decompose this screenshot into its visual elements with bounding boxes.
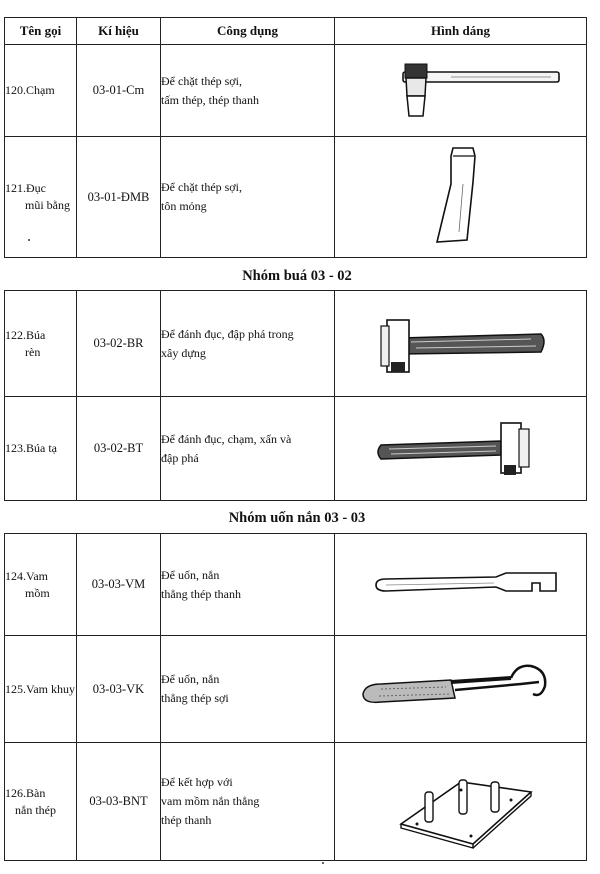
tool-table-chisels bbox=[4, 17, 587, 258]
tool-shape bbox=[335, 397, 587, 501]
tool-use bbox=[161, 397, 335, 501]
tool-name-line: 122.Búa bbox=[5, 327, 46, 342]
tool-name bbox=[5, 45, 77, 137]
tool-shape bbox=[335, 636, 587, 743]
group-title-hammer: Nhóm buá 03 - 02 bbox=[242, 268, 352, 284]
header-name: Tên gọi bbox=[5, 18, 77, 45]
tool-name-line: 126.Bàn bbox=[5, 785, 46, 800]
tool-use-line: vam mồm nắn thẳng bbox=[161, 794, 260, 808]
tool-use-line: Để kết hợp với bbox=[161, 775, 233, 789]
tool-name bbox=[5, 743, 77, 861]
tool-use-line: xây dựng bbox=[161, 345, 206, 360]
tool-use-line: Để uốn, nắn bbox=[161, 672, 220, 686]
scan-speck bbox=[28, 239, 30, 241]
tool-use bbox=[161, 743, 335, 861]
tool-shape bbox=[335, 743, 587, 861]
tool-name bbox=[5, 534, 77, 636]
tool-use-line: Để đánh đục, đập phá trong bbox=[161, 326, 294, 341]
table-row bbox=[5, 291, 587, 397]
tool-name-line: 121.Đục bbox=[5, 181, 46, 195]
forging-hammer-icon bbox=[361, 304, 561, 384]
tool-code: 03-01-Cm bbox=[77, 45, 161, 137]
tool-table-bending bbox=[4, 533, 587, 861]
tool-name-line: 123.Búa tạ bbox=[5, 441, 57, 455]
table-row bbox=[5, 743, 587, 861]
tool-shape bbox=[335, 291, 587, 397]
tool-code: 03-01-ĐMB bbox=[77, 137, 161, 258]
tool-name-line: 124.Vam bbox=[5, 568, 48, 583]
tool-name-line: nắn thép bbox=[15, 802, 56, 817]
tool-shape bbox=[335, 45, 587, 137]
tool-name bbox=[5, 137, 77, 258]
tool-code: 03-02-BR bbox=[77, 291, 161, 397]
header-code: Kí hiệu bbox=[77, 18, 161, 45]
tool-table-hammers bbox=[4, 290, 587, 501]
tool-name bbox=[5, 291, 77, 397]
table-row bbox=[5, 45, 587, 137]
tool-shape bbox=[335, 534, 587, 636]
tool-use-line: tấm thép, thép thanh bbox=[161, 92, 259, 107]
header-shape: Hình dáng bbox=[335, 18, 587, 45]
tool-use bbox=[161, 137, 335, 258]
tool-name-line: rèn bbox=[25, 344, 41, 359]
tool-use-line: đập phá bbox=[161, 450, 199, 465]
table-header-row bbox=[5, 18, 587, 45]
table-row bbox=[5, 397, 587, 501]
tool-name-line: mũi bằng bbox=[25, 198, 70, 212]
tool-name bbox=[5, 397, 77, 501]
tool-code: 03-02-BT bbox=[77, 397, 161, 501]
tool-use bbox=[161, 45, 335, 137]
group-title-bending: Nhóm uốn nắn 03 - 03 bbox=[228, 510, 366, 526]
tool-use-line: Để chặt thép sợi, bbox=[161, 73, 242, 88]
tool-shape bbox=[335, 137, 587, 258]
chisel-hammer-icon bbox=[361, 56, 561, 126]
tool-use bbox=[161, 291, 335, 397]
tool-use-line: Để uốn, nắn bbox=[161, 567, 220, 582]
tool-use-line: Để đánh đục, chạm, xấn và bbox=[161, 431, 292, 446]
sledgehammer-icon bbox=[361, 409, 561, 489]
table-row bbox=[5, 137, 587, 258]
tool-use-line: thép thanh bbox=[161, 813, 212, 827]
bending-wrench-icon bbox=[356, 555, 566, 615]
scan-speck bbox=[322, 862, 324, 864]
tool-code: 03-03-VK bbox=[77, 636, 161, 743]
table-row bbox=[5, 636, 587, 743]
tool-code: 03-03-VM bbox=[77, 534, 161, 636]
tool-name-line: 120.Chạm bbox=[5, 83, 55, 97]
tool-name-line: mồm bbox=[25, 585, 50, 600]
flat-chisel-icon bbox=[401, 142, 521, 252]
tool-use-line: tôn mỏng bbox=[161, 199, 207, 213]
tool-name-line: 125.Vam khuy bbox=[5, 681, 75, 696]
tool-name bbox=[5, 636, 77, 743]
tool-code: 03-03-BNT bbox=[77, 743, 161, 861]
tool-use-line: Để chặt thép sợi, bbox=[161, 180, 242, 194]
table-row bbox=[5, 534, 587, 636]
tool-use bbox=[161, 636, 335, 743]
tool-use-line: thẳng thép thanh bbox=[161, 586, 241, 601]
bending-plate-icon bbox=[361, 752, 561, 852]
tool-use-line: thẳng thép sợi bbox=[161, 691, 229, 705]
tool-use bbox=[161, 534, 335, 636]
hook-bender-icon bbox=[351, 654, 571, 724]
header-use: Công dụng bbox=[161, 18, 335, 45]
